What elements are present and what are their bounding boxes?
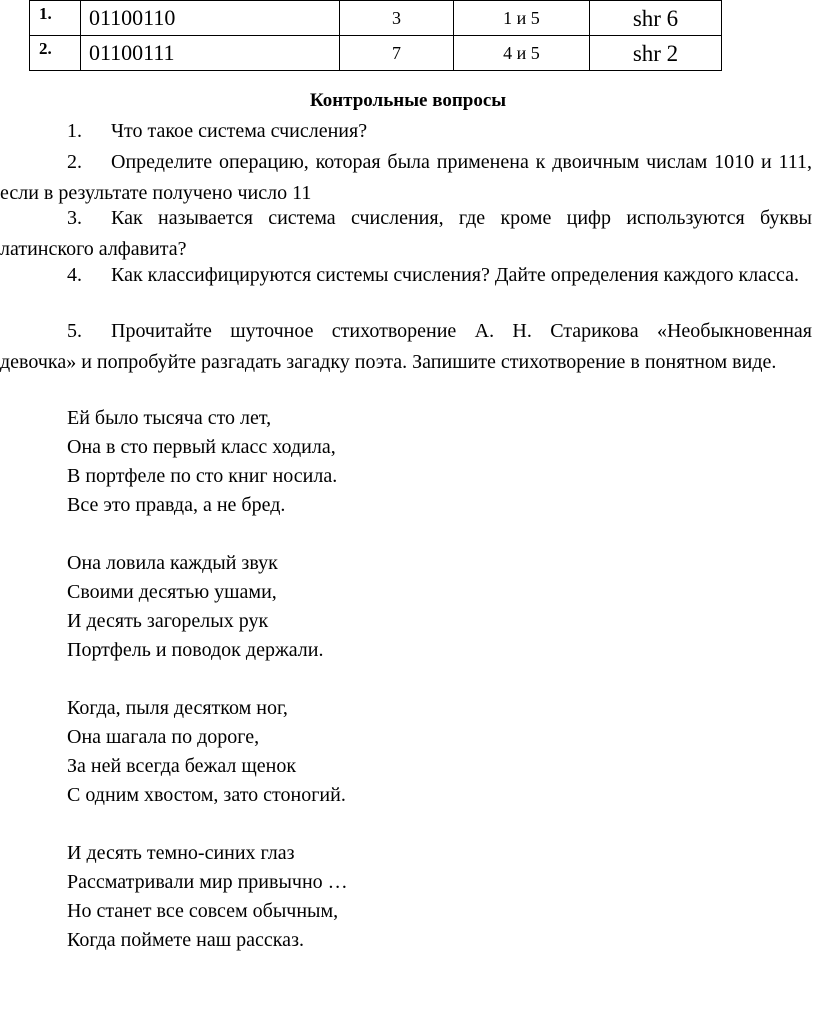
poem-line: Рассматривали мир привычно … — [67, 871, 348, 893]
poem-line: Своими десятью ушами, — [67, 581, 277, 603]
count-value: 7 — [340, 36, 454, 71]
poem-line: В портфеле по сто книг носила. — [67, 465, 338, 487]
question-item — [0, 260, 812, 291]
question-item — [0, 116, 812, 147]
poem-line: И десять темно-синих глаз — [67, 842, 295, 864]
section-heading: Контрольные вопросы — [309, 90, 507, 111]
poem-line: И десять загорелых рук — [67, 610, 269, 632]
table-row — [30, 1, 722, 36]
poem-line: Портфель и поводок держали. — [67, 639, 324, 661]
poem-line: За ней всегда бежал щенок — [67, 755, 297, 777]
poem-line: Но станет все совсем обычным, — [67, 900, 339, 922]
question-item — [0, 203, 812, 265]
question-number: 3. — [67, 207, 82, 229]
shift-value: shr 2 — [590, 36, 722, 71]
positions-value: 1 и 5 — [454, 1, 590, 36]
poem-line: Она ловила каждый звук — [67, 552, 278, 574]
binary-value: 01100110 — [81, 1, 340, 36]
poem-line: Все это правда, а не бред. — [67, 494, 286, 516]
poem-line: С одним хвостом, зато стоногий. — [67, 784, 346, 806]
question-text: Определите операцию, которая была применена к двоичным числам 1010 и 111, если в результате получено число 11 — [0, 151, 812, 204]
poem-line: Когда, пыля десятком ног, — [67, 697, 288, 719]
question-number: 4. — [67, 264, 82, 286]
question-text: Что такое система счисления? — [111, 120, 368, 142]
question-number: 5. — [67, 320, 82, 342]
shift-value: shr 6 — [590, 1, 722, 36]
question-item — [0, 147, 812, 209]
count-value: 3 — [340, 1, 454, 36]
question-number: 2. — [67, 151, 82, 173]
row-number: 1. — [30, 1, 81, 36]
poem-line: Она в сто первый класс ходила, — [67, 436, 336, 458]
binary-value: 01100111 — [81, 36, 340, 71]
results-table — [29, 0, 722, 71]
question-text: Как классифицируются системы счисления? Дайте определения каждого класса. — [111, 264, 799, 286]
question-text: Как называется система счисления, где кроме цифр используются буквы латинского алфавита? — [0, 207, 812, 260]
question-text: Прочитайте шуточное стихотворение А. Н. Старикова «Необыкновенная девочка» и попробуйте разгадать загадку поэта. Запишите стихотворение в понятном виде. — [0, 320, 812, 373]
table-row — [30, 36, 722, 71]
poem-line: Она шагала по дороге, — [67, 726, 260, 748]
positions-value: 4 и 5 — [454, 36, 590, 71]
row-number: 2. — [30, 36, 81, 71]
question-item — [0, 316, 812, 378]
poem-line: Когда поймете наш рассказ. — [67, 929, 304, 951]
poem-line: Ей было тысяча сто лет, — [67, 407, 272, 429]
question-number: 1. — [67, 120, 82, 142]
